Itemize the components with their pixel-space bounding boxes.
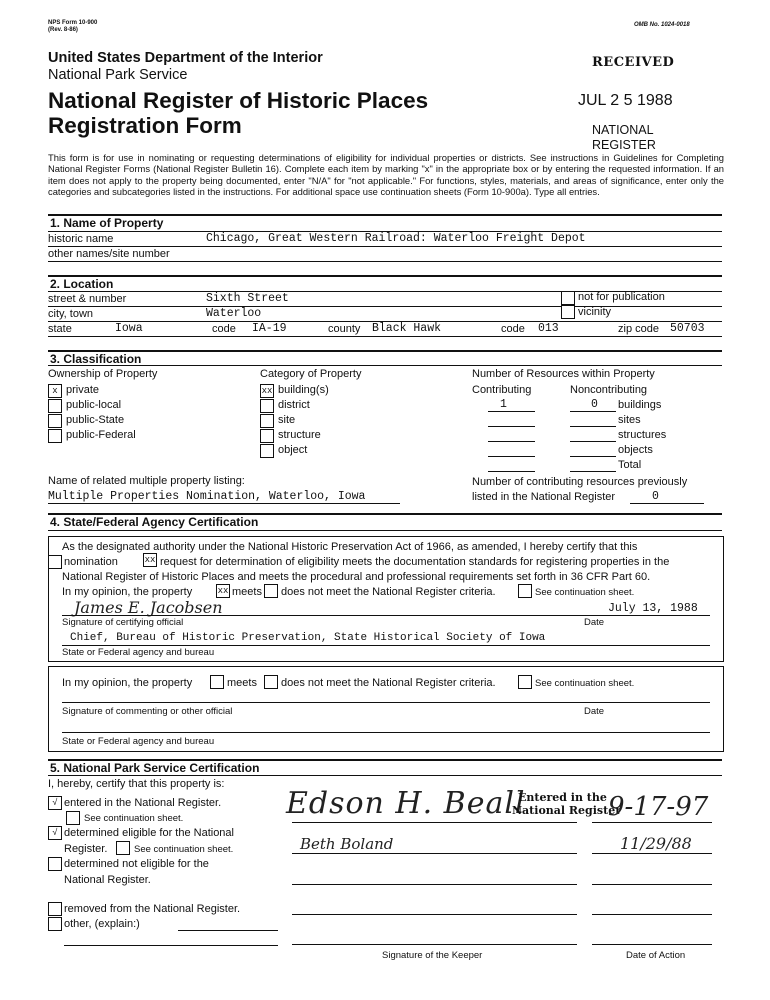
vicinity-label: vicinity [578, 306, 612, 318]
ownership-public-state-label: public-State [66, 414, 125, 426]
nps-intro: I, hereby, certify that this property is: [48, 778, 225, 790]
form-title-line1: National Register of Historic Places [48, 88, 429, 113]
not-eligible-label-2: National Register. [64, 874, 151, 886]
state-code-label: code [212, 323, 236, 335]
ownership-heading: Ownership of Property [48, 368, 158, 380]
keeper-date-2: 11/29/88 [620, 834, 692, 853]
eligible-label-1: determined eligible for the National [64, 827, 234, 839]
received-date-stamp: JUL 2 5 1988 [578, 92, 673, 109]
agency2-label: State or Federal agency and bureau [62, 736, 215, 747]
noncontributing-buildings[interactable]: 0 [591, 398, 598, 411]
form-revision: (Rev. 8-86) [48, 27, 78, 33]
category-structure-label: structure [278, 429, 321, 441]
does-not-meet-checkbox[interactable] [264, 584, 278, 598]
row-label-buildings: buildings [618, 399, 662, 411]
row-label-structures: structures [618, 429, 667, 441]
not-for-publication-checkbox[interactable] [561, 291, 575, 305]
form-number: NPS Form 10-900 [48, 20, 98, 26]
related-listing-label: Name of related multiple property listing: [48, 475, 245, 487]
row-label-objects: objects [618, 444, 653, 456]
continuation-label: See continuation sheet. [535, 587, 635, 598]
entered-stamp-2: National Register [512, 804, 621, 817]
city-label: city, town [48, 308, 94, 320]
entered-label: entered in the National Register. [64, 797, 222, 809]
keeper-signature-1: Edson H. Beall [286, 786, 526, 821]
county-value[interactable]: Black Hawk [372, 322, 442, 335]
nomination-label: nomination [64, 556, 118, 568]
zip-label: zip code [618, 323, 659, 335]
previously-listed-label-1: Number of contributing resources previously [472, 476, 688, 488]
county-code-label: code [501, 323, 525, 335]
instructions-text: This form is for use in nominating or requesting determinations of eligibility for individual properties or districts. See instructions in Guidelines for Completing National Register Forms (National Register Bulletin 16). Complete each item by marking "x" in the appropriate box or by entering the requested information. If an item does not apply to the property being documented, enter "N/A" for "not applicable." For functions, styles, materials, and areas of significance, enter only the categories and subcategories listed in the instructions. For additional space use continuation sheets (Form 10-900a). Type all entries. [48, 152, 724, 197]
eligible-continuation-label: See continuation sheet. [134, 844, 234, 855]
date-of-action-label: Date of Action [626, 950, 686, 961]
city-value[interactable]: Waterloo [206, 307, 262, 320]
category-heading: Category of Property [260, 368, 362, 380]
state-label: state [48, 323, 72, 335]
category-building-checkbox[interactable]: xx [261, 386, 273, 396]
keeper-signature-label: Signature of the Keeper [382, 950, 483, 961]
form-title-line2: Registration Form [48, 113, 242, 138]
section-5-title: 5. National Park Service Certification [50, 761, 260, 775]
not-eligible-checkbox[interactable] [48, 857, 62, 871]
opinion2-text: In my opinion, the property [62, 677, 193, 689]
historic-name-label: historic name [48, 233, 114, 245]
other-names-label: other names/site number [48, 248, 170, 260]
ownership-public-state-checkbox[interactable] [48, 414, 62, 428]
section-3-title: 3. Classification [50, 352, 142, 366]
row-label-sites: sites [618, 414, 641, 426]
certifying-signature: James E. Jacobsen [74, 598, 223, 617]
request-checkbox[interactable]: xx [144, 555, 156, 565]
continuation2-checkbox[interactable] [518, 675, 532, 689]
meets2-checkbox[interactable] [210, 675, 224, 689]
ownership-private-label: private [66, 384, 100, 396]
ownership-public-local-label: public-local [66, 399, 122, 411]
removed-checkbox[interactable] [48, 902, 62, 916]
not-eligible-label-1: determined not eligible for the [64, 858, 209, 870]
signature2-label: Signature of commenting or other official [62, 706, 233, 717]
stamp-national: NATIONAL [592, 123, 654, 137]
category-object-label: object [278, 444, 308, 456]
certification-text-3: National Register of Historic Places and meets the procedural and professional requirements set forth in 36 CFR Part 60. [62, 571, 651, 583]
other-checkbox[interactable] [48, 917, 62, 931]
ownership-public-local-checkbox[interactable] [48, 399, 62, 413]
section-1-title: 1. Name of Property [50, 216, 164, 230]
received-stamp: RECEIVED [592, 55, 675, 70]
category-district-label: district [278, 399, 310, 411]
entered-checkbox[interactable]: √ [48, 796, 62, 810]
contributing-buildings[interactable]: 1 [500, 398, 507, 411]
vicinity-checkbox[interactable] [561, 305, 575, 319]
service-title: National Park Service [48, 67, 188, 83]
meets-checkbox[interactable]: xx [217, 586, 229, 596]
continuation2-label: See continuation sheet. [535, 678, 635, 689]
meets2-label: meets [227, 677, 257, 689]
row-label-total: Total [618, 459, 642, 471]
section-4-title: 4. State/Federal Agency Certification [50, 515, 259, 529]
certification-text-2: request for determination of eligibility meets the documentation standards for registering properties in the [160, 556, 670, 568]
previously-listed-value[interactable]: 0 [652, 490, 659, 503]
agency-label: State or Federal agency and bureau [62, 647, 215, 658]
entered-continuation-checkbox[interactable] [66, 811, 80, 825]
noncontributing-heading: Noncontributing [570, 384, 648, 396]
removed-label: removed from the National Register. [64, 903, 241, 915]
date-label: Date [584, 617, 605, 628]
entered-continuation-label: See continuation sheet. [84, 813, 184, 824]
does-not-meet2-label: does not meet the National Register criteria. [281, 677, 496, 689]
ownership-public-federal-label: public-Federal [66, 429, 136, 441]
opinion-text: In my opinion, the property [62, 586, 193, 598]
category-site-label: site [278, 414, 296, 426]
related-listing-value[interactable]: Multiple Properties Nomination, Waterloo, Iowa [48, 490, 366, 503]
meets-label: meets [232, 586, 262, 598]
ownership-private-checkbox[interactable]: x [48, 384, 62, 398]
section-2-title: 2. Location [50, 277, 114, 291]
other-label: other, (explain:) [64, 918, 140, 930]
department-title: United States Department of the Interior [48, 50, 323, 66]
previously-listed-label-2: listed in the National Register [472, 491, 616, 503]
state-code-value[interactable]: IA-19 [252, 322, 287, 335]
nomination-checkbox[interactable] [48, 555, 62, 569]
county-code-value[interactable]: 013 [538, 322, 559, 335]
resources-heading: Number of Resources within Property [472, 368, 655, 380]
street-label: street & number [48, 293, 127, 305]
historic-name-value[interactable]: Chicago, Great Western Railroad: Waterloo Freight Depot [206, 232, 586, 245]
certification-date-value[interactable]: July 13, 1988 [608, 602, 698, 615]
contributing-heading: Contributing [472, 384, 532, 396]
signature-label: Signature of certifying official [62, 617, 184, 628]
ownership-public-federal-checkbox[interactable] [48, 429, 62, 443]
county-label: county [328, 323, 361, 335]
entered-stamp-1: Entered in the [518, 791, 607, 804]
street-value[interactable]: Sixth Street [206, 292, 289, 305]
agency-value[interactable]: Chief, Bureau of Historic Preservation, State Historical Society of Iowa [70, 632, 546, 644]
stamp-register: REGISTER [592, 138, 656, 152]
category-object-checkbox[interactable] [260, 444, 274, 458]
continuation-checkbox[interactable] [518, 584, 532, 598]
category-district-checkbox[interactable] [260, 399, 274, 413]
zip-value[interactable]: 50703 [670, 322, 705, 335]
keeper-signature-2: Beth Boland [300, 835, 394, 853]
eligible-checkbox[interactable]: √ [48, 826, 62, 840]
certification-text-1: As the designated authority under the National Historic Preservation Act of 1966, as amended, I hereby certify that this [62, 541, 638, 553]
not-for-publication-label: not for publication [578, 291, 665, 303]
state-value[interactable]: Iowa [115, 322, 143, 335]
category-building-label: building(s) [278, 384, 329, 396]
does-not-meet-label: does not meet the National Register criteria. [281, 586, 496, 598]
does-not-meet2-checkbox[interactable] [264, 675, 278, 689]
category-site-checkbox[interactable] [260, 414, 274, 428]
date2-label: Date [584, 706, 605, 717]
eligible-label-2: Register. [64, 843, 108, 855]
category-structure-checkbox[interactable] [260, 429, 274, 443]
keeper-date-1: 9-17-97 [608, 792, 709, 822]
omb-number: OMB No. 1024-0018 [634, 22, 690, 28]
eligible-continuation-checkbox[interactable] [116, 841, 130, 855]
